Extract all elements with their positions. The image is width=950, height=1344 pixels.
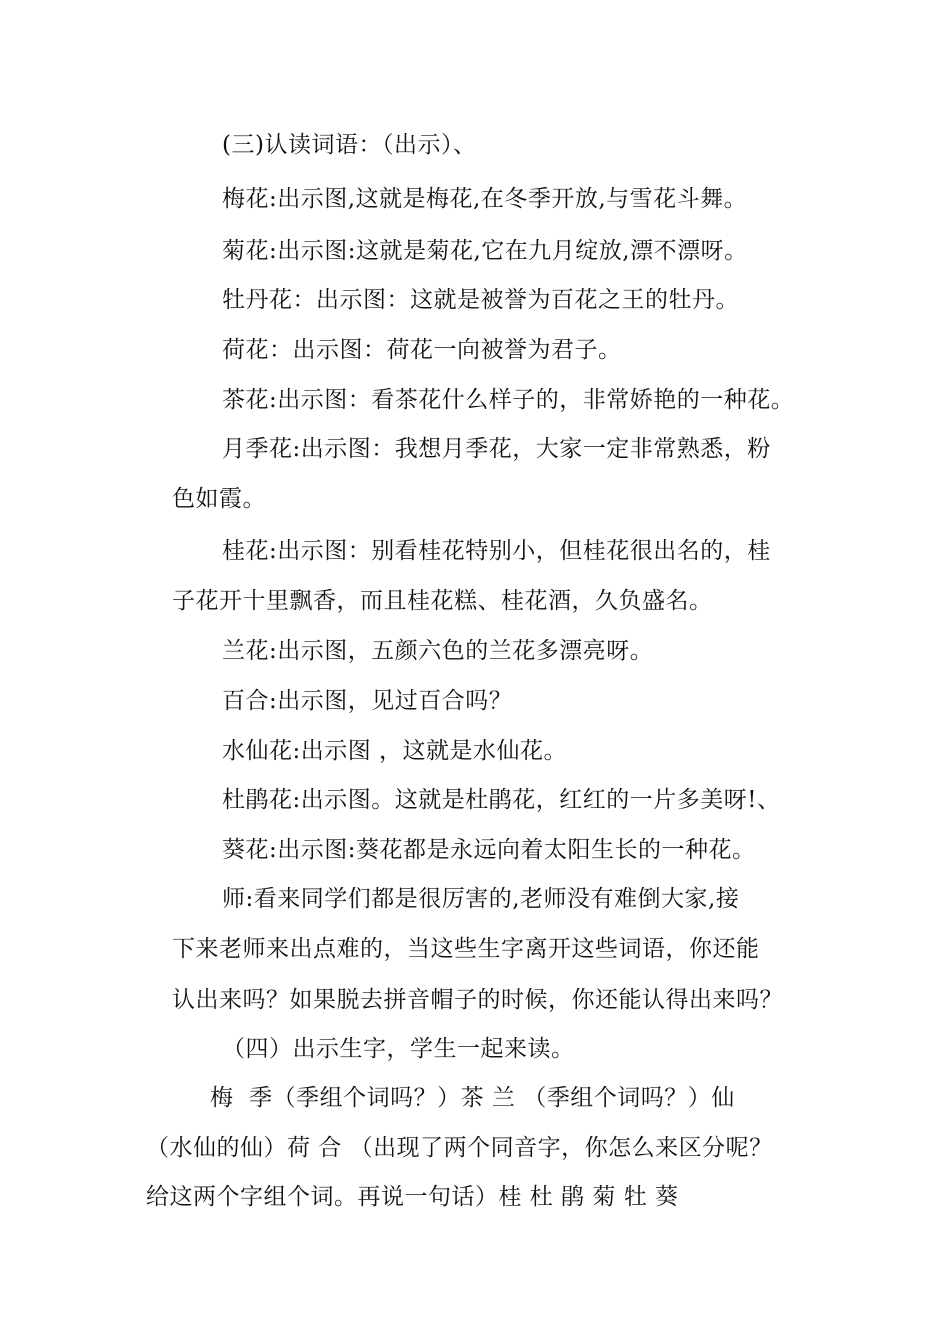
- characters-line2: （水仙的仙）荷 合 （出现了两个同音字，你怎么来区分呢？: [146, 1135, 773, 1161]
- paragraph-orchid: 兰花:出示图，五颜六色的兰花多漂亮呀。: [222, 638, 654, 664]
- section-heading-four: （四）出示生字，学生一起来读。: [222, 1036, 575, 1062]
- paragraph-chrysanthemum: 菊花:出示图:这就是菊花,它在九月绽放,漂不漂呀。: [222, 238, 748, 264]
- paragraph-narcissus: 水仙花:出示图 ，这就是水仙花。: [222, 738, 568, 764]
- paragraph-rose-line1: 月季花:出示图：我想月季花，大家一定非常熟悉，粉: [222, 436, 771, 462]
- paragraph-peony: 牡丹花：出示图：这就是被誉为百花之王的牡丹。: [222, 287, 739, 313]
- paragraph-teacher-line3: 认出来吗？如果脱去拼音帽子的时候，你还能认得出来吗？: [172, 987, 783, 1013]
- paragraph-osmanthus-line1: 桂花:出示图：别看桂花特别小，但桂花很出名的，桂: [222, 538, 771, 564]
- paragraph-plum: 梅花:出示图,这就是梅花,在冬季开放,与雪花斗舞。: [222, 186, 748, 212]
- characters-line3: 给这两个字组个词。再说一句话）桂 杜 鹃 菊 牡 葵: [146, 1184, 679, 1210]
- paragraph-teacher-line2: 下来老师来出点难的，当这些生字离开这些词语，你还能: [172, 936, 760, 962]
- paragraph-sunflower: 葵花:出示图:葵花都是永远向着太阳生长的一种花。: [222, 837, 756, 863]
- paragraph-lotus: 荷花：出示图：荷花一向被誉为君子。: [222, 337, 622, 363]
- section-heading-three: (三)认读词语：（出示）、: [222, 132, 477, 158]
- paragraph-lily: 百合:出示图，见过百合吗？: [222, 688, 513, 714]
- characters-line1: 梅 季（季组个词吗？）茶 兰 （季组个词吗？）仙: [210, 1085, 735, 1111]
- paragraph-camellia: 茶花:出示图：看茶花什么样子的，非常娇艳的一种花。: [222, 387, 795, 413]
- paragraph-rose-line2: 色如霞。: [172, 486, 266, 512]
- paragraph-azalea: 杜鹃花:出示图。这就是杜鹃花，红红的一片多美呀!、: [222, 787, 781, 813]
- paragraph-teacher-line1: 师:看来同学们都是很厉害的,老师没有难倒大家,接: [222, 886, 740, 912]
- paragraph-osmanthus-line2: 子花开十里飘香，而且桂花糕、桂花酒，久负盛名。: [172, 588, 713, 614]
